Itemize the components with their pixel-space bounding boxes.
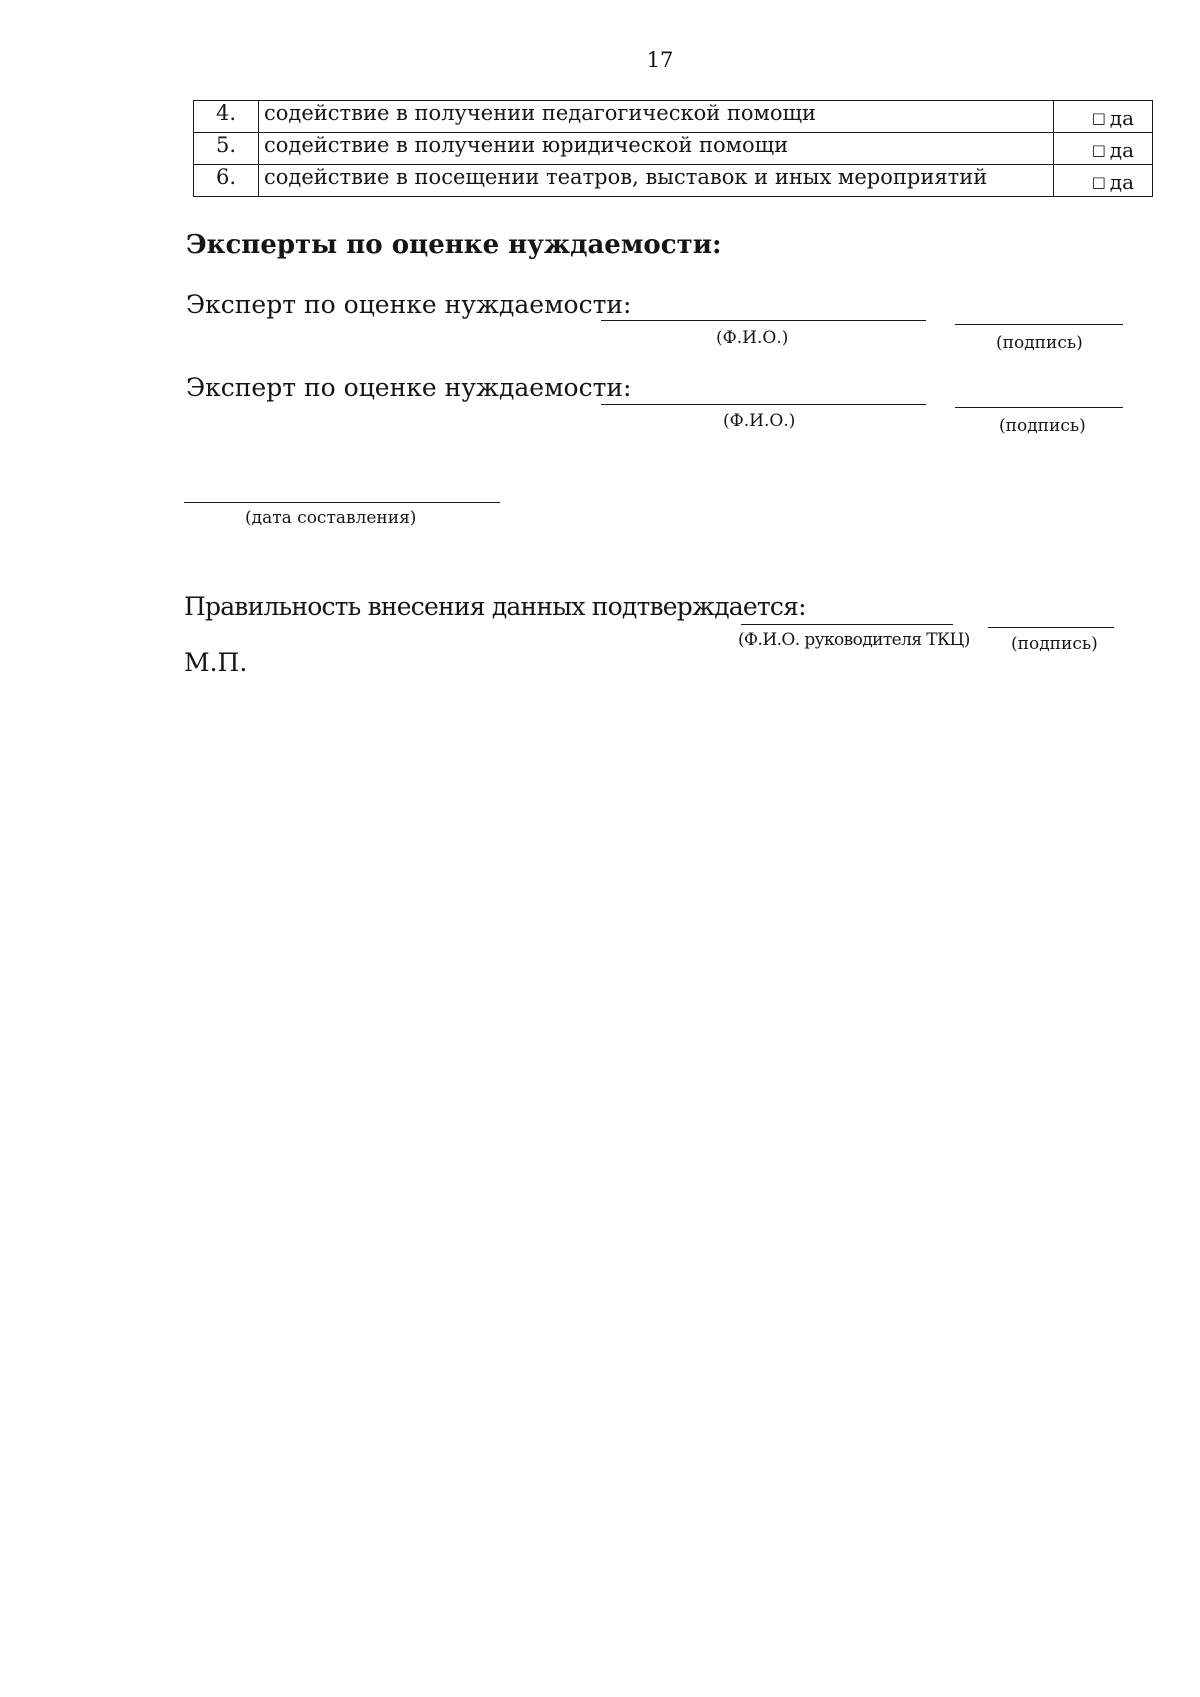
service-text: содействие в получении педагогической помощи <box>259 101 1054 133</box>
signature-caption: (подпись) <box>999 416 1086 436</box>
date-caption: (дата составления) <box>245 508 417 528</box>
checkbox-label: да <box>1109 106 1134 130</box>
row-number: 4. <box>194 101 259 133</box>
table-row <box>194 133 1153 165</box>
checkbox-icon[interactable]: □ <box>1091 109 1106 127</box>
signature-caption: (подпись) <box>996 333 1083 353</box>
expert-name-field[interactable] <box>601 404 926 405</box>
experts-title: Эксперты по оценке нуждаемости: <box>186 230 722 260</box>
stamp-label: М.П. <box>184 648 248 677</box>
confirmation-label: Правильность внесения данных подтверждается: <box>184 592 806 621</box>
expert-name-field[interactable] <box>601 320 926 321</box>
manager-signature-caption: (подпись) <box>1011 634 1098 654</box>
checkbox-label: да <box>1109 170 1134 194</box>
row-number: 5. <box>194 133 259 165</box>
expert-label: Эксперт по оценке нуждаемости: <box>186 373 632 402</box>
checkbox-icon[interactable]: □ <box>1091 141 1106 159</box>
expert-signature-field[interactable] <box>955 407 1123 408</box>
service-text: содействие в посещении театров, выставок и иных мероприятий <box>259 165 1054 197</box>
page-number: 17 <box>646 48 674 72</box>
manager-signature-field[interactable] <box>988 627 1114 628</box>
service-text: содействие в получении юридической помощи <box>259 133 1054 165</box>
manager-name-caption: (Ф.И.О. руководителя ТКЦ) <box>738 630 970 650</box>
table-row <box>194 101 1153 133</box>
name-caption: (Ф.И.О.) <box>723 411 796 431</box>
table-row <box>194 165 1153 197</box>
yes-checkbox[interactable] <box>1054 101 1153 133</box>
checkbox-icon[interactable]: □ <box>1091 173 1106 191</box>
yes-checkbox[interactable] <box>1054 133 1153 165</box>
checkbox-label: да <box>1109 138 1134 162</box>
yes-checkbox[interactable] <box>1054 165 1153 197</box>
manager-name-field[interactable] <box>741 624 953 625</box>
expert-label: Эксперт по оценке нуждаемости: <box>186 290 632 319</box>
expert-signature-field[interactable] <box>955 324 1123 325</box>
name-caption: (Ф.И.О.) <box>716 328 789 348</box>
row-number: 6. <box>194 165 259 197</box>
services-table <box>193 100 1153 197</box>
date-field[interactable] <box>184 502 500 503</box>
